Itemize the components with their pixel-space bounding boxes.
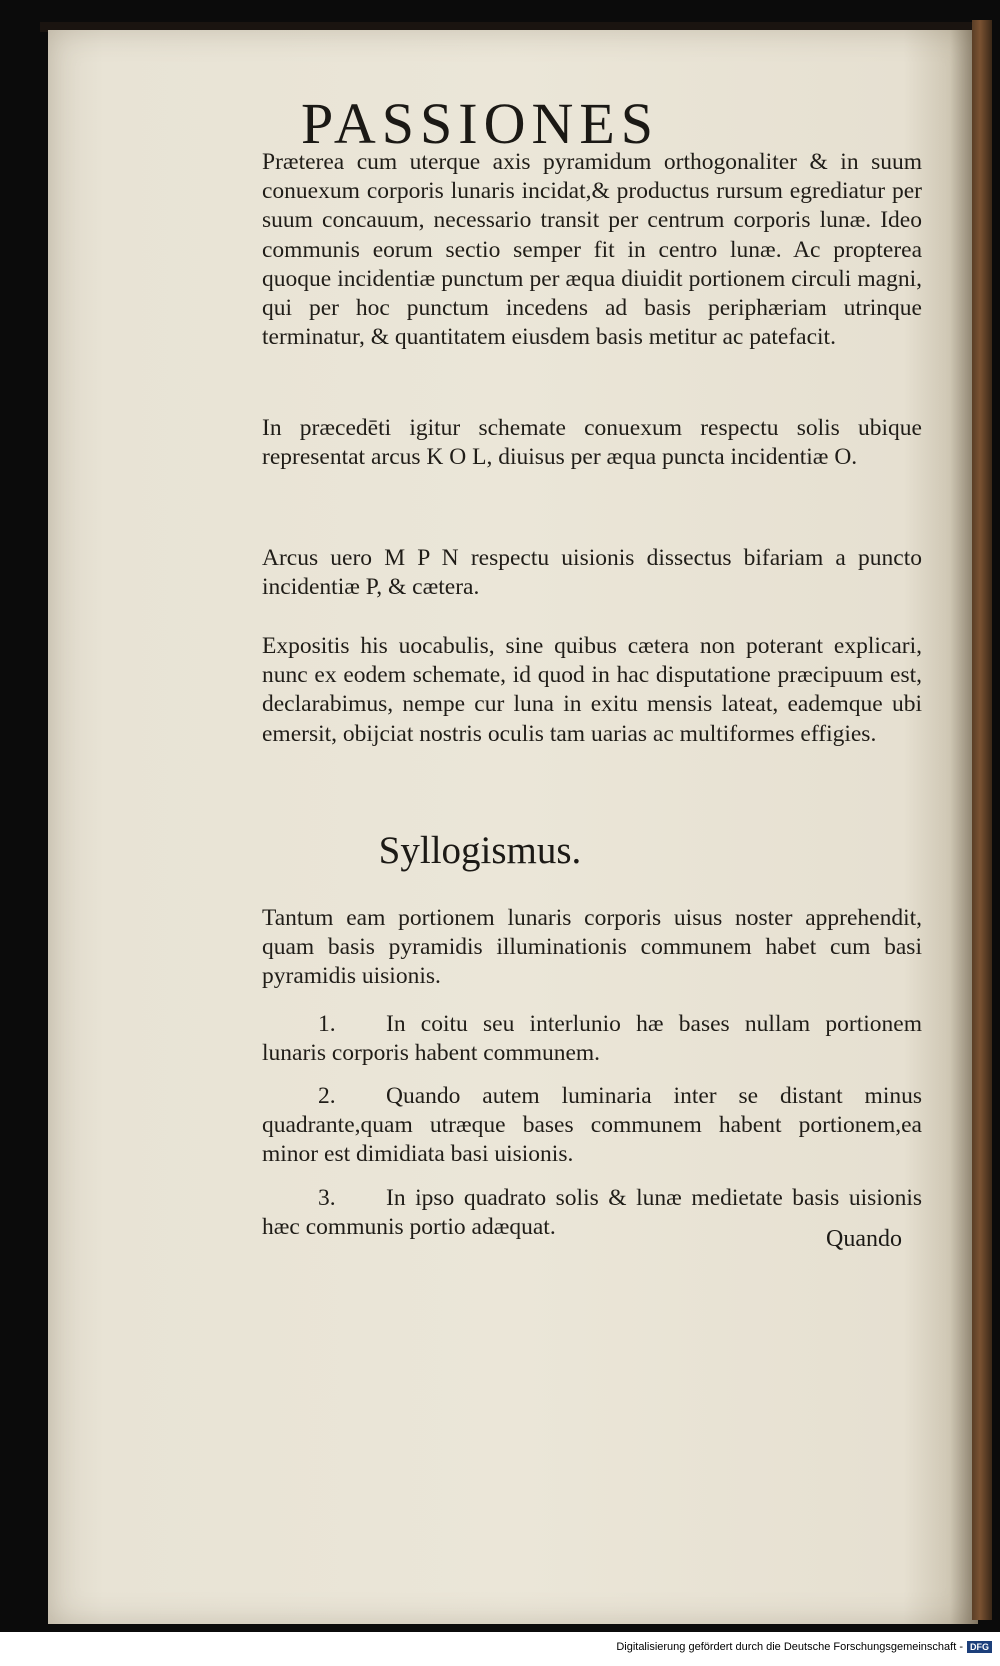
section-heading: Syllogismus. (378, 829, 582, 872)
page-fore-edge (972, 20, 992, 1620)
credit-text: Digitalisierung gefördert durch die Deutsche Forschungsgemeinschaft - (616, 1641, 963, 1653)
dfg-logo: DFG (967, 1641, 992, 1653)
item-number: 2. (318, 1083, 336, 1109)
paragraph-2: In præcedēti igitur schemate conuexum respectu solis ubique representat arcus K O L, diuisus per æqua puncta incidentiæ O. (262, 415, 922, 471)
item-number: 3. (318, 1185, 336, 1211)
list-item (262, 1082, 922, 1170)
list-item (262, 1010, 922, 1068)
list-item (262, 1184, 922, 1242)
paragraph-3: Arcus uero M P N respectu uisionis dissectus bifariam a puncto incidentiæ P, & cætera. (262, 545, 922, 601)
paragraph-4: Expositis his uocabulis, sine quibus cætera non poterant explicari, nunc ex eodem schemate, id quod in hac disputatione præcipuum est, declarabimus, nempe cur luna in exitu mensis lateat, eademque ubi emersit, obijciat nostris oculis tam uarias ac multiformes effigies. (262, 633, 922, 747)
running-head: PASSIONES (300, 91, 660, 156)
digitization-credit (616, 1641, 992, 1653)
item-text: In ipso quadrato solis & lunæ medietate basis uisionis hæc communis portio adæquat. (262, 1185, 922, 1241)
item-number: 1. (318, 1011, 336, 1037)
paragraph-1: Præterea cum uterque axis pyramidum orthogonaliter & in suum conuexum corporis lunaris incidat,& productus rursum egrediatur per suum concauum, necessario transit per centrum corporis lunæ. Ideo communis eorum sectio semper fit in centro lunæ. Ac propterea quoque incidentiæ punctum per æqua diuidit portionem circuli magni, qui per hoc punctum incedens ad basis periphæriam utrinque terminatur, & quantitatem eiusdem basis metitur ac patefacit. (262, 149, 922, 351)
item-text: Quando autem luminaria inter se distant minus quadrante,quam utræque bases communem habent portionem,ea minor est dimidiata basi uisionis. (262, 1083, 922, 1168)
catchword: Quando (826, 1226, 902, 1252)
item-text: In coitu seu interlunio hæ bases nullam portionem lunaris corporis habent communem. (262, 1011, 922, 1067)
proposition: Tantum eam portionem lunaris corporis uisus noster apprehendit, quam basis pyramidis illuminationis communem habet cum basi pyramidis uisionis. (262, 905, 922, 990)
